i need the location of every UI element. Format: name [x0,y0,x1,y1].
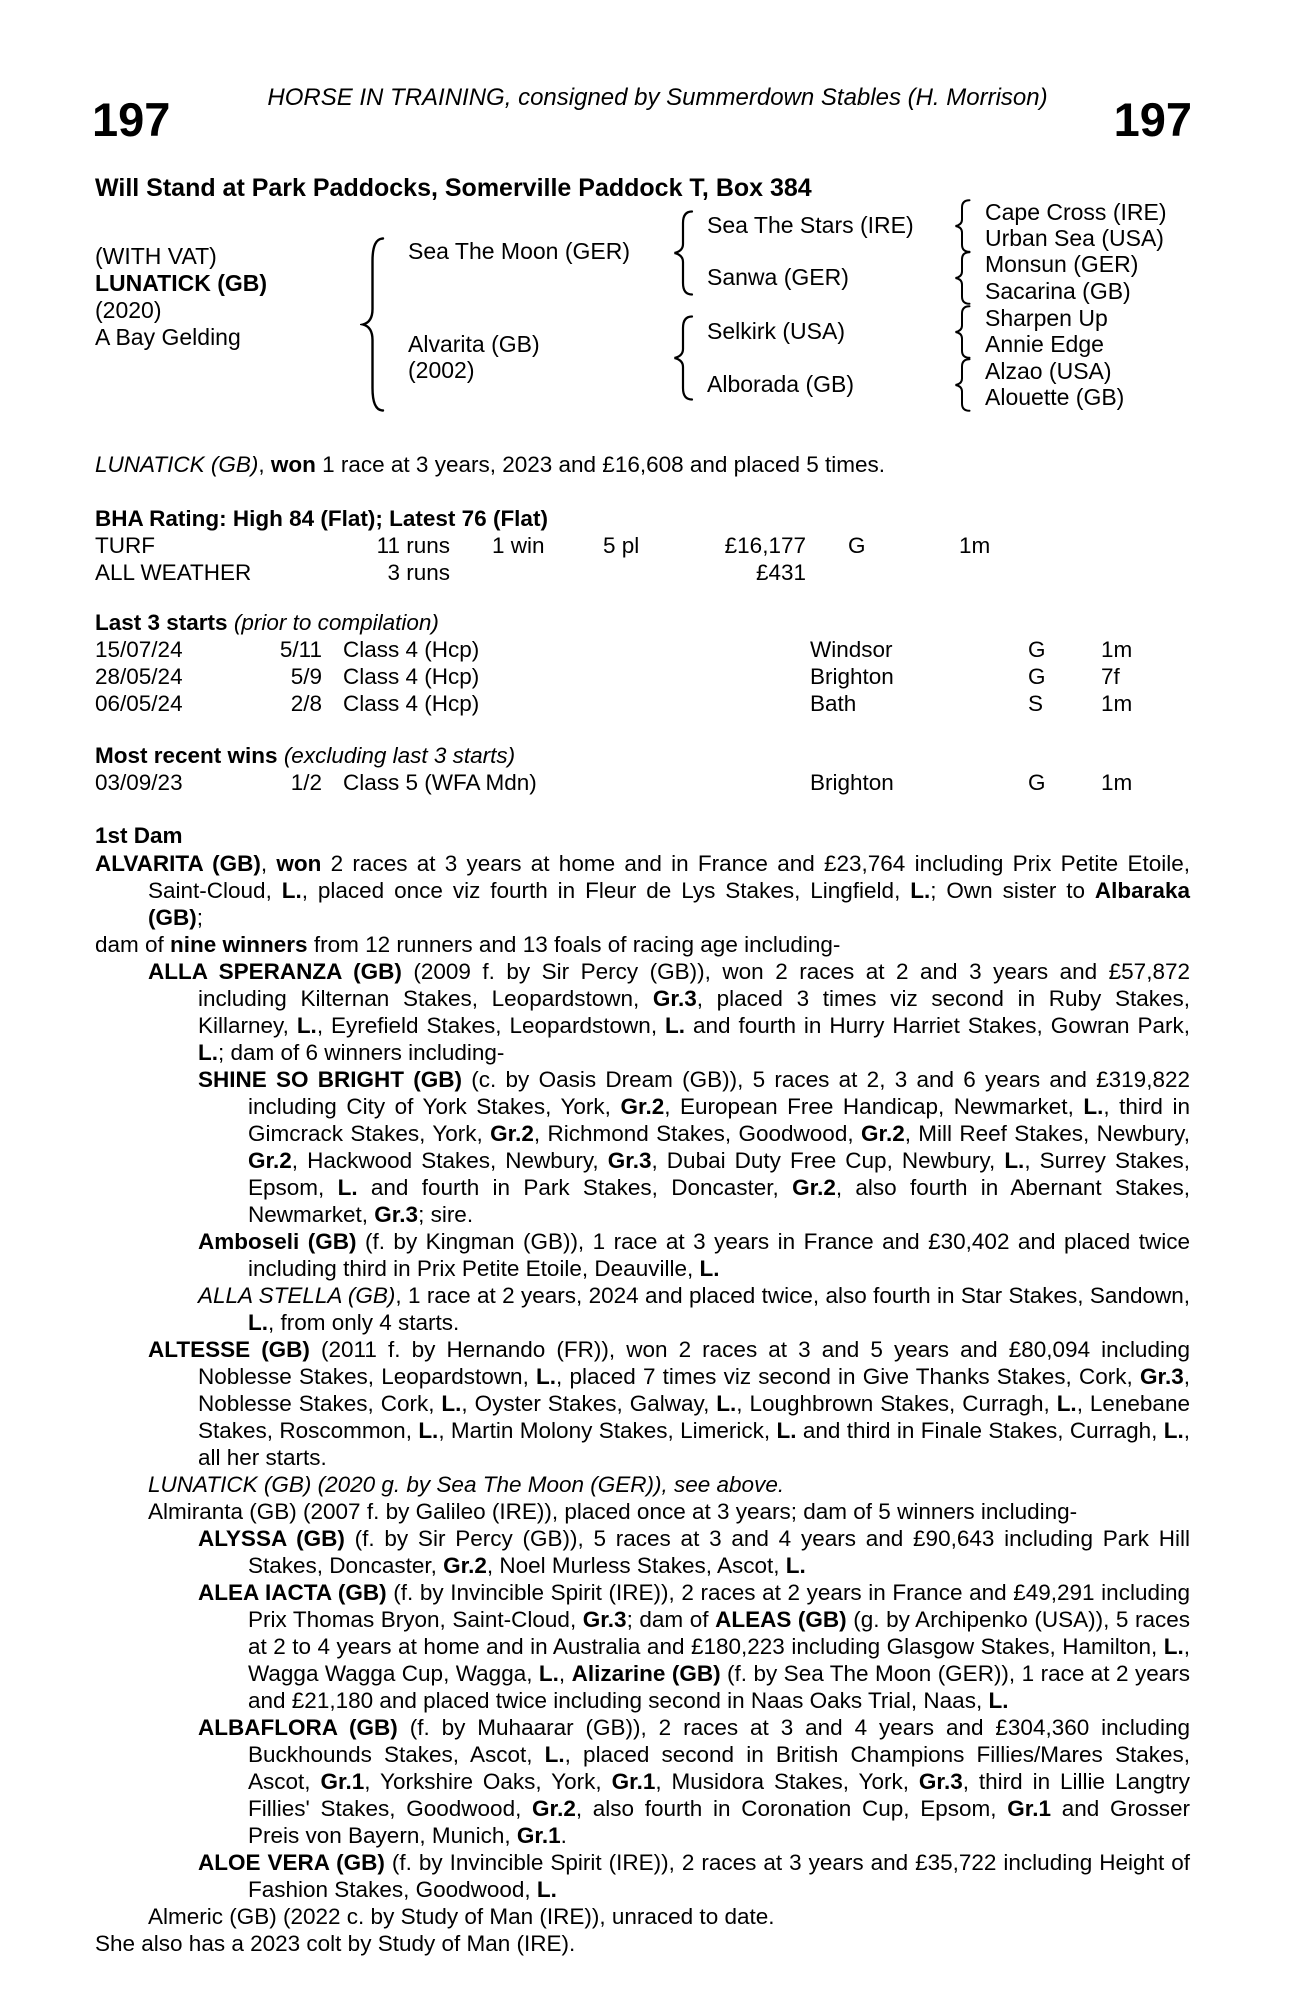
text-run: Gr.1 [611,1769,656,1794]
text-run: L. [1163,1418,1184,1443]
horse-name: LUNATICK (GB) [95,270,268,296]
produce-paragraph [95,1228,1190,1282]
text-run: ALBAFLORA (GB) [198,1715,398,1740]
text-run: (f. by Kingman (GB)), 1 race at 3 years in France and £30,402 and placed twice including third in Prix Petite Etoile, Deauville, [248,1229,1190,1281]
pedigree-brace-icon [953,251,972,305]
produce-paragraph [95,1336,1190,1471]
text-run: , 1 race at 2 years, 2024 and placed twice, also fourth in Star Stakes, Sandown, [395,1283,1190,1308]
sire-name: Sea The Moon (GER) [408,238,631,264]
text-run: 2 races at 3 years at home and in France and £23,764 including Prix Petite Etoile, Saint-Cloud, [148,851,1190,903]
start-row-pos: 5/9 [290,664,322,689]
win-row-date: 03/09/23 [95,770,183,795]
text-run: . [560,1823,567,1848]
surface-stats-row-wins: 1 win [492,533,545,558]
text-run: , Richmond Stakes, Goodwood, [533,1121,861,1146]
text-run: L. [716,1391,737,1416]
dam-dam-name: Alborada (GB) [707,371,855,397]
last-3-starts-note: (prior to compilation) [233,610,439,635]
horse-year: (2020) [95,297,162,323]
surface-stats-row-earn: £431 [755,560,806,585]
gen3-name: Sharpen Up [985,305,1108,331]
text-run: Gr.2 [532,1796,576,1821]
text-run: Gr.1 [516,1823,561,1848]
text-run: LUNATICK (GB) [95,452,259,477]
text-run: (2009 f. by Sir Percy (GB)), won 2 races at 2 and 3 years and £57,872 including Kilternan Stakes, Leopardstown, [198,959,1190,1011]
text-run: from 12 runners and 13 foals of racing age including- [307,932,841,957]
text-run: , European Free Handicap, Newmarket, [664,1094,1084,1119]
gen3-name: Cape Cross (IRE) [985,199,1167,225]
win-row-pos: 1/2 [290,770,322,795]
text-run: , Wagga Wagga Cup, Wagga, [248,1634,1190,1686]
win-row [95,770,1205,797]
start-row-going: G [1028,637,1046,662]
gen3-name: Urban Sea (USA) [985,225,1164,251]
text-run: Albaraka (GB) [148,878,1190,930]
text-run: won [270,452,316,477]
text-run: Gr.2 [792,1175,836,1200]
text-run: ALLA STELLA (GB) [198,1283,396,1308]
text-run: won [276,851,322,876]
gen3-name: Monsun (GER) [985,251,1139,277]
win-row-race: Class 5 (WFA Mdn) [343,770,537,795]
start-row-pos: 2/8 [290,691,322,716]
text-run: and third in Finale Stakes, Curragh, [796,1418,1164,1443]
text-run: (2011 f. by Hernando (FR)), won 2 races at 3 and 5 years and £80,094 including Noblesse Stakes, Leopardstown, [198,1337,1190,1389]
text-run: , Hackwood Stakes, Newbury, [291,1148,608,1173]
text-run: ALLA SPERANZA (GB) [148,959,402,984]
text-run: LUNATICK (GB) (2020 g. by Sea The Moon (GER)), see above. [148,1472,785,1497]
text-run: ; dam of 6 winners including- [218,1040,505,1065]
race-record-summary [95,452,885,478]
text-run: Gr.2 [620,1094,665,1119]
start-row [95,664,1205,691]
text-run: , third in Gimcrack Stakes, York, [248,1094,1190,1146]
start-row-race: Class 4 (Hcp) [343,664,480,689]
produce-paragraph [95,1498,1190,1525]
text-run: Gr.3 [652,986,697,1011]
text-run: L. [1056,1391,1077,1416]
text-run: (c. by Oasis Dream (GB)), 5 races at 2, 3 and 6 years and £319,822 including City of York Stakes, York, [248,1067,1190,1119]
text-run: L. [248,1310,268,1335]
text-run: Gr.2 [490,1121,534,1146]
produce-paragraph [95,850,1190,931]
text-run: Gr.3 [374,1202,419,1227]
text-run: , Lenebane Stakes, Roscommon, [198,1391,1190,1443]
text-run: Gr.3 [1139,1364,1184,1389]
win-row-going: G [1028,770,1046,795]
text-run: Gr.2 [248,1148,292,1173]
produce-paragraph [95,1282,1190,1336]
text-run: , Yorkshire Oaks, York, [364,1769,612,1794]
surface-stats-row-earn: £16,177 [724,533,806,558]
text-run: 1 race at 3 years, 2023 and £16,608 and placed 5 times. [315,452,886,477]
text-run: L. [441,1391,462,1416]
pedigree-brace-icon [360,237,386,412]
consignor-line: HORSE IN TRAINING, consigned by Summerdown Stables (H. Morrison) [267,84,1048,111]
text-run: , all her starts. [198,1418,1190,1470]
text-run: ALOE VERA (GB) [198,1850,385,1875]
dam-name: Alvarita (GB) [408,331,540,357]
gen3-name: Alzao (USA) [985,358,1112,384]
text-run: L. [776,1418,797,1443]
text-run: ALTESSE (GB) [148,1337,310,1362]
text-run: ALEA IACTA (GB) [198,1580,387,1605]
text-run: L. [1163,1634,1184,1659]
text-run: Gr.1 [320,1769,365,1794]
recent-wins-title: Most recent wins [95,743,278,768]
surface-stats-row-runs: 11 runs [376,533,450,558]
start-row [95,637,1205,664]
horse-description: A Bay Gelding [95,324,241,350]
produce-paragraph [95,958,1190,1066]
surface-stats-row-dist: 1m [959,533,991,558]
text-run: , Dubai Duty Free Cup, Newbury, [651,1148,1005,1173]
gen3-name: Alouette (GB) [985,384,1125,410]
text-run: ; Own sister to [930,878,1095,903]
text-run: Gr.3 [918,1769,963,1794]
text-run: L. [1083,1094,1104,1119]
vat-note: (WITH VAT) [95,243,217,269]
text-run: L. [337,1175,358,1200]
produce-paragraph [95,1714,1190,1849]
produce-paragraph [95,1066,1190,1228]
text-run: , Eyrefield Stakes, Leopardstown, [316,1013,666,1038]
start-row-date: 15/07/24 [95,637,183,662]
recent-wins-table [95,770,1205,797]
text-run: ; [196,905,204,930]
text-run: , Surrey Stakes, Epsom, [248,1148,1190,1200]
start-row-dist: 1m [1101,691,1133,716]
text-run: L. [1004,1148,1025,1173]
text-run: Gr.3 [582,1607,627,1632]
text-run: L. [665,1013,686,1038]
text-run: , also fourth in Abernant Stakes, Newmarket, [248,1175,1191,1227]
surface-stats-row-runs: 3 runs [387,560,450,585]
text-run: (f. by Invincible Spirit (IRE)), 2 races at 3 years and £35,722 including Height of Fashion Stakes, Goodwood, [248,1850,1190,1902]
text-run: (f. by Invincible Spirit (IRE)), 2 races at 2 years in France and £49,291 including Prix Thomas Bryon, Saint-Cloud, [248,1580,1190,1632]
text-run: , Noel Murless Stakes, Ascot, [486,1553,786,1578]
start-row-date: 06/05/24 [95,691,183,716]
text-run: Gr.3 [607,1148,652,1173]
text-run: and fourth in Park Stakes, Doncaster, [357,1175,793,1200]
produce-paragraph [95,1849,1190,1903]
text-run: , from only 4 starts. [268,1310,460,1335]
text-run: Alizarine (GB) [571,1661,721,1686]
text-run: L. [281,878,302,903]
produce-paragraph [95,1525,1190,1579]
win-row-dist: 1m [1101,770,1133,795]
text-run: L. [538,1661,559,1686]
text-run: ; sire. [418,1202,474,1227]
text-run: L. [418,1418,439,1443]
text-run: , Martin Molony Stakes, Limerick, [438,1418,777,1443]
text-run: L. [988,1688,1009,1713]
text-run: , [258,452,271,477]
text-run: , [260,851,277,876]
text-run: L. [198,1040,218,1065]
text-run: Amboseli (GB) [198,1229,357,1254]
text-run: SHINE SO BRIGHT (GB) [198,1067,463,1092]
stand-location-line: Will Stand at Park Paddocks, Somerville Paddock T, Box 384 [95,174,812,202]
text-run: nine winners [170,932,308,957]
text-run: , also fourth in Coronation Cup, Epsom, [575,1796,1008,1821]
text-run: L. [699,1256,720,1281]
text-run: , placed 7 times viz second in Give Thanks Stakes, Cork, [556,1364,1140,1389]
dam-sire-name: Selkirk (USA) [707,318,846,344]
text-run: Almeric (GB) (2022 c. by Study of Man (IRE)), unraced to date. [148,1904,775,1929]
pedigree-brace-icon [953,199,972,253]
last-3-starts-title: Last 3 starts [95,610,228,635]
text-run: , Mill Reef Stakes, Newbury, [904,1121,1191,1146]
text-run: Gr.2 [860,1121,905,1146]
text-run: ALVARITA (GB) [95,851,261,876]
text-run: , Noblesse Stakes, Cork, [198,1364,1190,1416]
produce-paragraph [95,1903,1190,1930]
text-run: , placed second in British Champions Fillies/Mares Stakes, Ascot, [248,1742,1190,1794]
text-run: (g. by Archipenko (USA)), 5 races at 2 to 4 years at home and in Australia and £180,223 including Glasgow Stakes, Hamilton, [248,1607,1191,1659]
text-run: L. [536,1364,557,1389]
lot-number-right: 197 [1113,93,1192,146]
surface-stats-row-pl: 5 pl [603,533,640,558]
text-run: ALYSSA (GB) [198,1526,345,1551]
start-row [95,691,1205,718]
start-row-race: Class 4 (Hcp) [343,637,480,662]
sire-dam-name: Sanwa (GER) [707,264,849,290]
start-row-pos: 5/11 [279,637,322,662]
text-run: She also has a 2023 colt by Study of Man (IRE). [95,1931,576,1956]
text-run: , third in Lillie Langtry Fillies' Stakes, Goodwood, [248,1769,1191,1821]
text-run: ALEAS (GB) [715,1607,847,1632]
text-run: Gr.1 [1007,1796,1052,1821]
text-run: L. [910,878,931,903]
text-run: (f. by Sir Percy (GB)), 5 races at 3 and 4 years and £90,643 including Park Hill Stakes, Doncaster, [248,1526,1190,1578]
text-run: (f. by Sea The Moon (GER)), 1 race at 2 years and £21,180 and placed twice including second in Naas Oaks Trial, Naas, [248,1661,1190,1713]
start-row-venue: Windsor [810,637,893,662]
pedigree-brace-icon [672,210,695,296]
surface-stats-row [95,533,1205,560]
surface-stats-row-surface: ALL WEATHER [95,560,252,585]
last-3-starts-table [95,637,1205,718]
start-row-dist: 1m [1101,637,1133,662]
text-run: L. [785,1553,806,1578]
gen3-name: Sacarina (GB) [985,278,1131,304]
text-run: , placed once viz fourth in Fleur de Lys Stakes, Lingfield, [301,878,911,903]
dam-year: (2002) [408,357,475,383]
text-run: (f. by Muhaarar (GB)), 2 races at 3 and 4 years and £304,360 including Buckhounds Stakes, Ascot, [248,1715,1190,1767]
text-run: and fourth in Hurry Harriet Stakes, Gowran Park, [685,1013,1190,1038]
text-run: , [558,1661,572,1686]
text-run: , Musidora Stakes, York, [655,1769,919,1794]
start-row-dist: 7f [1101,664,1120,689]
surface-stats-row-going: G [848,533,866,558]
start-row-venue: Brighton [810,664,894,689]
pedigree-brace-icon [672,315,695,401]
start-row-race: Class 4 (Hcp) [343,691,480,716]
last-3-starts-heading [95,610,439,636]
recent-wins-note: (excluding last 3 starts) [283,743,516,768]
gen3-name: Annie Edge [985,331,1104,357]
produce-paragraph [95,1471,1190,1498]
text-run: , placed 3 times viz second in Ruby Stakes, Killarney, [198,986,1190,1038]
surface-stats-row [95,560,1205,587]
text-run: L. [544,1742,565,1767]
sire-sire-name: Sea The Stars (IRE) [707,212,914,238]
text-run: dam of [95,932,171,957]
dam-produce-text [95,850,1190,1957]
start-row-venue: Bath [810,691,857,716]
text-run: L. [296,1013,317,1038]
text-run: and Grosser Preis von Bayern, Munich, [248,1796,1191,1848]
recent-wins-heading [95,743,515,769]
text-run: Almiranta (GB) (2007 f. by Galileo (IRE)), placed once at 3 years; dam of 5 winners including- [148,1499,1078,1524]
text-run: , Oyster Stakes, Galway, [461,1391,717,1416]
produce-paragraph [95,1579,1190,1714]
start-row-going: S [1028,691,1044,716]
surface-stats-row-surface: TURF [95,533,155,558]
produce-paragraph [95,1930,1190,1957]
surface-stats-table [95,533,1205,587]
bha-rating-line: BHA Rating: High 84 (Flat); Latest 76 (Flat) [95,506,548,531]
text-run: ; dam of [626,1607,716,1632]
first-dam-heading: 1st Dam [95,823,183,848]
text-run: , Loughbrown Stakes, Curragh, [736,1391,1057,1416]
win-row-venue: Brighton [810,770,894,795]
lot-number-left: 197 [92,93,171,146]
produce-paragraph [95,931,1190,958]
text-run: Gr.2 [443,1553,487,1578]
pedigree-brace-icon [953,358,972,412]
pedigree-brace-icon [953,305,972,359]
start-row-going: G [1028,664,1046,689]
text-run: L. [536,1877,557,1902]
start-row-date: 28/05/24 [95,664,183,689]
